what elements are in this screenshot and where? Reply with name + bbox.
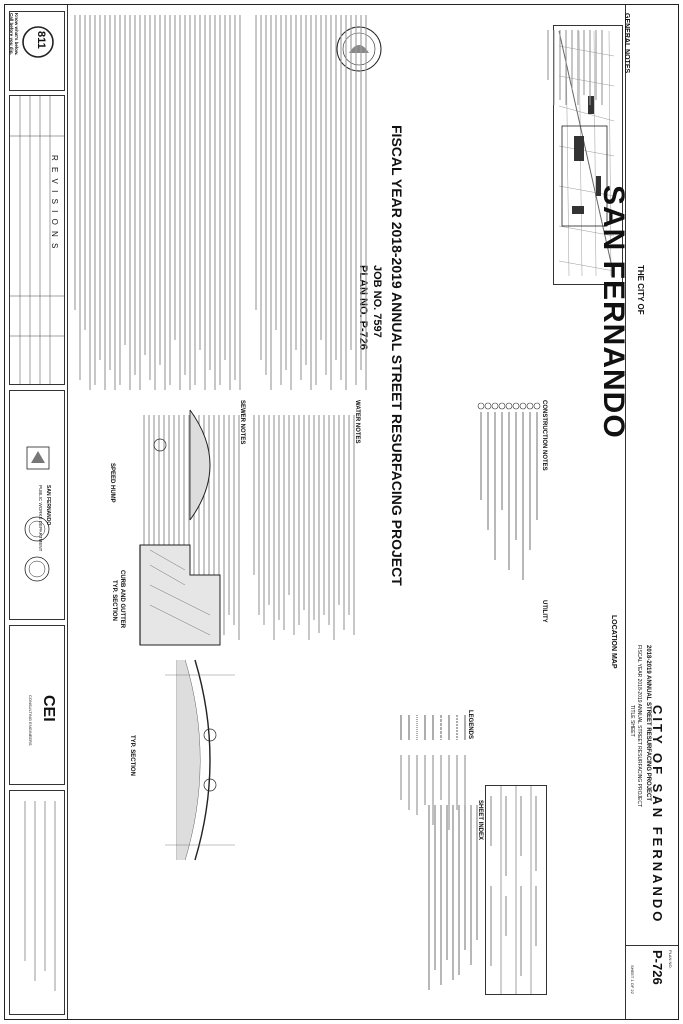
engineer-logo: CEI (40, 695, 57, 722)
title-block-subtitle: FISCAL YEAR 2018-2019 ANNUAL STREET RESURFACING PROJECT (636, 645, 642, 807)
construction-notes-title: CONSTRUCTION NOTES (541, 400, 547, 471)
curb-gutter-label: CURB AND GUTTER (119, 570, 125, 629)
title-block-city: CITY OF SAN FERNANDO (650, 705, 665, 925)
typ-section-label: TYP. SECTION (111, 580, 117, 621)
dig-alert-line2: Call before you dig. (9, 13, 14, 55)
dig-alert-line1: Know what's below. (14, 13, 19, 56)
title-block-project: 2018-2019 ANNUAL STREET RESURFACING PROJECT (645, 645, 651, 802)
water-notes-title: WATER NOTES (354, 400, 360, 444)
job-no: JOB NO. 7597 (371, 265, 383, 338)
legends-list (395, 710, 470, 945)
general-notes-title: GENERAL NOTES (623, 13, 630, 74)
plan-no: PLAN NO. P-726 (357, 265, 369, 350)
typ-section-drawing (155, 655, 245, 865)
approval-block (9, 790, 65, 1015)
department-name: PUBLIC WORKS DEPARTMENT (38, 485, 43, 552)
city-logo-icon (25, 445, 51, 471)
sewer-notes-title: SEWER NOTES (239, 400, 245, 445)
department-block (9, 390, 65, 620)
sheet-number: SHEET 1 OF 22 (630, 965, 635, 994)
construction-notes-list (475, 400, 545, 590)
utility-title: UTILITY (541, 600, 547, 623)
engineer-sub: CONSULTING ENGINEERS (28, 695, 33, 746)
city-name: SAN FERNANDO (597, 185, 630, 439)
seal-stamp-icon (23, 515, 51, 543)
location-map-title: LOCATION MAP (610, 615, 617, 669)
engineer-stamp-icon (23, 555, 51, 583)
general-notes-body-3 (70, 10, 245, 400)
revisions-title: R E V I S I O N S (50, 155, 59, 251)
curb-gutter-drawing (130, 525, 240, 665)
general-notes-body-2 (250, 10, 370, 400)
plan-no-label: PLAN NO. (668, 950, 673, 969)
department-city: SAN FERNANDO (45, 485, 51, 526)
speed-hump-drawing (130, 405, 240, 525)
city-header: THE CITY OF (636, 265, 645, 315)
sheet-index-title: SHEET INDEX (477, 800, 483, 841)
dig-alert-number: 811 (35, 31, 47, 49)
title-block-sheet-title: TITLE SHEET (629, 705, 635, 737)
plan-no-value: P-726 (650, 950, 665, 985)
drawing-sheet (4, 4, 679, 1020)
utility-table (485, 785, 547, 995)
project-title: FISCAL YEAR 2018-2019 ANNUAL STREET RESURFACING PROJECT (389, 125, 405, 586)
speed-hump-label: SPEED HUMP (109, 463, 115, 503)
legends-title: LEGENDS (467, 710, 473, 740)
general-notes-body-1 (370, 10, 610, 110)
typ-section-label-2: TYP. SECTION (129, 735, 135, 776)
title-block-divider (625, 5, 626, 1020)
water-notes-body (250, 415, 358, 645)
